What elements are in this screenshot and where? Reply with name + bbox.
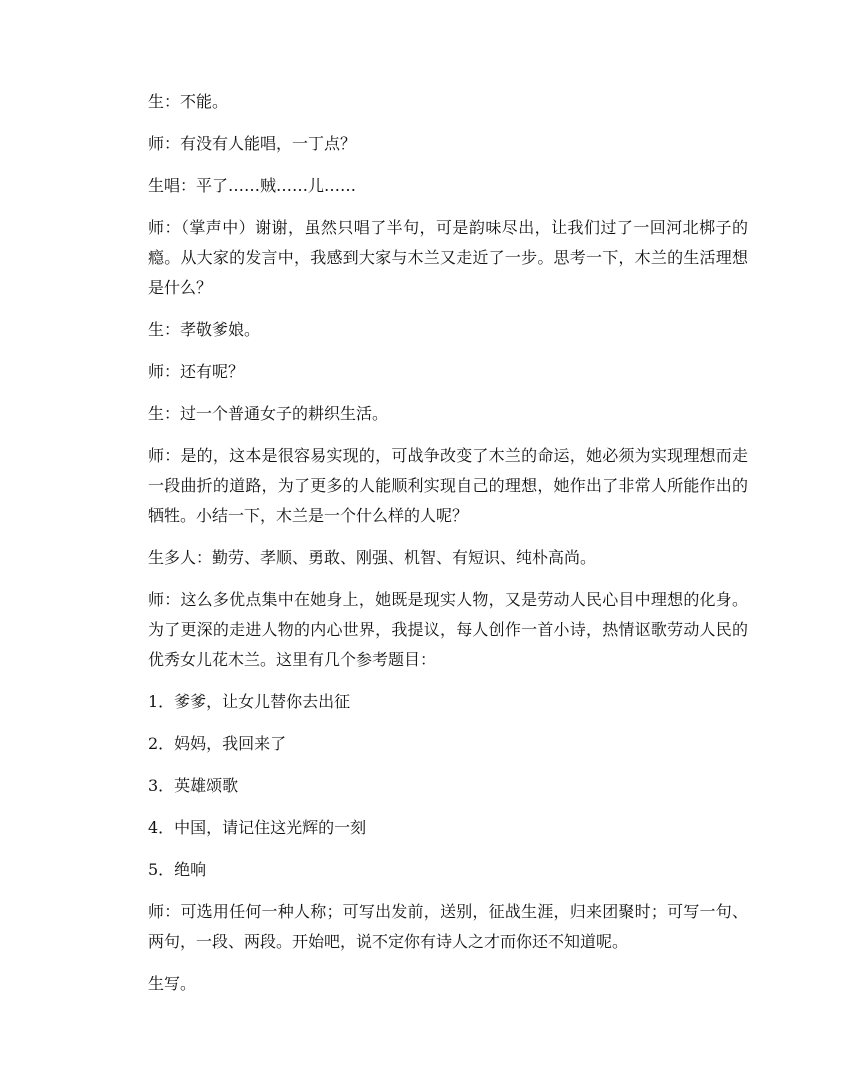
dialogue-line: 师：这么多优点集中在她身上，她既是现实人物，又是劳动人民心目中理想的化身。为了更深的走进人物的内心世界，我提议，每人创作一首小诗，热情讴歌劳动人民的优秀女儿花木兰。这里有几个参考题目： [148, 590, 748, 669]
topic-list-item: 1．爹爹，让女儿替你去出征 [148, 692, 351, 711]
dialogue-line: 师：可选用任何一种人称；可写出发前，送别，征战生涯，归来团聚时；可写一句、两句，一段、两段。开始吧，说不定你有诗人之才而你还不知道呢。 [148, 902, 748, 951]
dialogue-line: 生：过一个普通女子的耕织生活。 [148, 404, 389, 423]
dialogue-line: 生多人：勤劳、孝顺、勇敢、刚强、机智、有短识、纯朴高尚。 [148, 548, 597, 567]
dialogue-line: 师：还有呢？ [148, 362, 245, 381]
topic-list-item: 3．英雄颂歌 [148, 776, 239, 795]
dialogue-line: 师：有没有人能唱，一丁点？ [148, 134, 357, 153]
topic-list-item: 2．妈妈，我回来了 [148, 734, 287, 753]
dialogue-line: 生唱：平了……贼……儿…… [148, 176, 357, 195]
dialogue-line: 师：（掌声中）谢谢，虽然只唱了半句，可是韵味尽出，让我们过了一回河北梆子的瘾。从大家的发言中，我感到大家与木兰又走近了一步。思考一下，木兰的生活理想是什么？ [148, 218, 748, 297]
dialogue-line: 生写。 [148, 974, 197, 993]
document-body [148, 87, 748, 1011]
topic-list-item: 5．绝响 [148, 860, 207, 879]
dialogue-line: 生：孝敬爹娘。 [148, 320, 261, 339]
dialogue-line: 师：是的，这本是很容易实现的，可战争改变了木兰的命运，她必须为实现理想而走一段曲折的道路，为了更多的人能顺利实现自己的理想，她作出了非常人所能作出的牺牲。小结一下，木兰是一个什么样的人呢？ [148, 446, 748, 525]
dialogue-line: 生：不能。 [148, 92, 229, 111]
topic-list-item: 4．中国，请记住这光辉的一刻 [148, 818, 367, 837]
